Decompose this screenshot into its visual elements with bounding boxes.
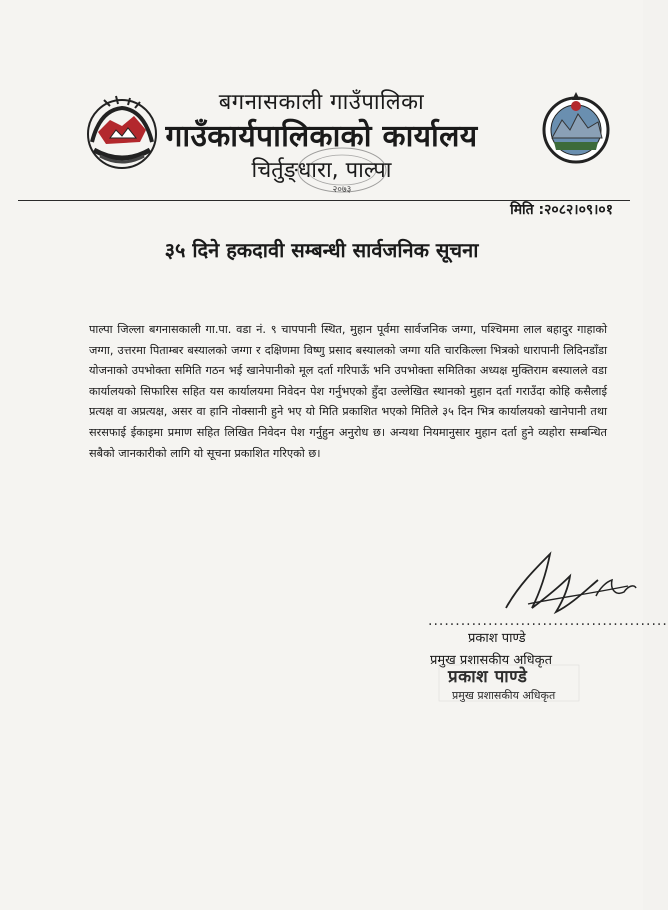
- notice-body: पाल्पा जिल्ला बगनासकाली गा.पा. वडा नं. ९ चापपानी स्थित, मुहान पूर्वमा सार्वजनिक जग्गा, पश्चिममा लाल बहादुर गाहाको जग्गा, उत्तरमा पिताम्बर बस्यालको जग्गा र दक्षिणमा विष्णु प्रसाद बस्यालको जग्गा यति चारकिल्ला भित्रको धारापानी लिदिनडाँडा योजनाको उपभोक्ता समिति गठन भई खानेपानीको मूल दर्ता गरिपाऊँ भनि उपभोक्ता समितिका अध्यक्ष मुक्तिराम बस्यालले वडा कार्यालयको सिफारिस सहित यस कार्यालयमा निवेदन पेश गर्नुभएको हुँदा उल्लेखित स्थानको मुहान दर्ता गराउँदा कोहि कसैलाई प्रत्यक्ष वा अप्रत्यक्ष, असर वा हानि नोक्सानी हुने भए यो मिति प्रकाशित भएको मितिले ३५ दिन भित्र कार्यालयको खानेपानी तथा सरसफाई ईकाइमा प्रमाण सहित लिखित निवेदन पेश गर्नुहुन अनुरोध छ। अन्यथा नियमानुसार मुहान दर्ता हुने व्यहोरा सम्बन्धित सबैको जानकारीको लागि यो सूचना प्रकाशित गरिएको छ।: [89, 323, 607, 460]
- notice-date: मिति :२०८२।०९।०१: [510, 202, 613, 218]
- office-name: गाउँकार्यपालिकाको कार्यालय: [165, 119, 478, 154]
- municipality-name: बगनासकाली गाउँपालिका: [218, 90, 425, 115]
- signatory-name: प्रकाश पाण्डे: [468, 631, 526, 646]
- signature-line: ............................................: [428, 613, 668, 629]
- office-stamp-text: २०७३: [332, 185, 352, 195]
- name-stamp-text: प्रकाश पाण्डे: [448, 667, 528, 687]
- notice-title: ३५ दिने हकदावी सम्बन्धी सार्वजनिक सूचना: [164, 238, 479, 262]
- office-stamp-icon: [292, 148, 392, 196]
- office-location: चिर्तुङ्धारा, पाल्पा: [251, 158, 392, 183]
- signatory-title: प्रमुख प्रशासकीय अधिकृत: [430, 653, 553, 668]
- name-stamp-title: प्रमुख प्रशासकीय अधिकृत: [452, 689, 556, 702]
